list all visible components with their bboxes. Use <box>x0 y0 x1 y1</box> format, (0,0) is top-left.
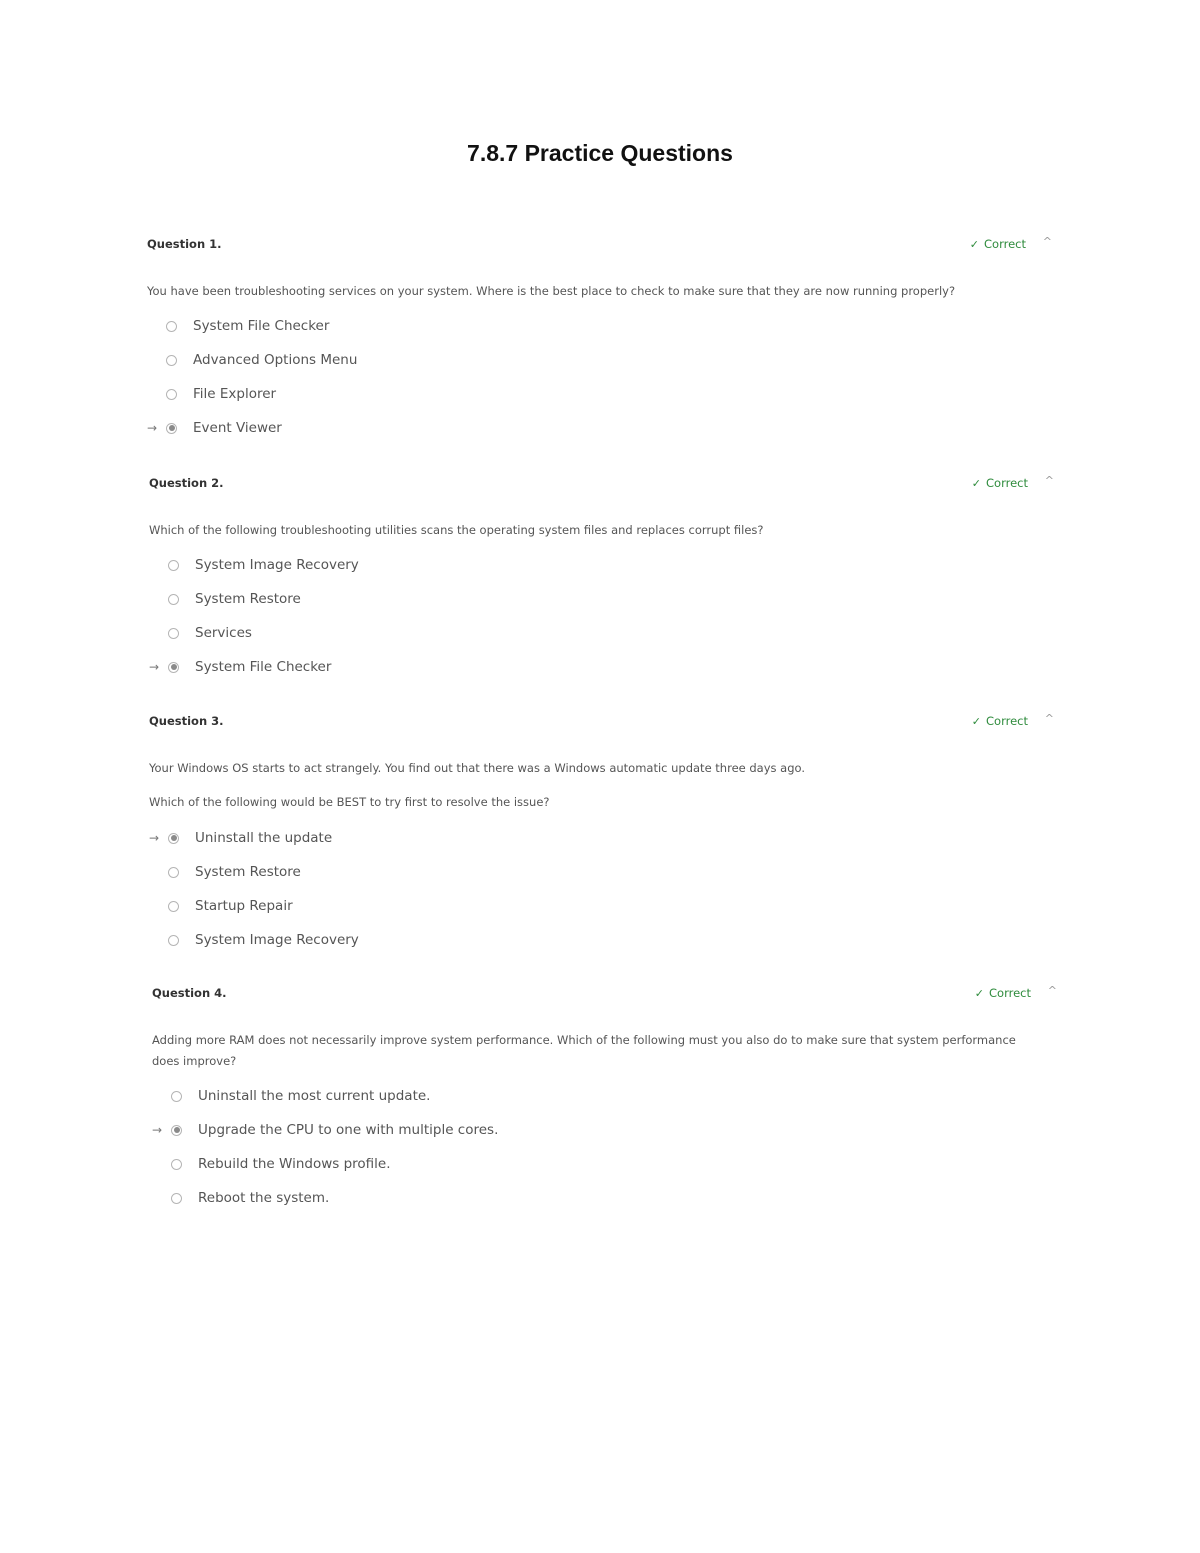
arrow-right-icon: → <box>152 1123 163 1137</box>
option-label: Rebuild the Windows profile. <box>198 1156 391 1172</box>
chevron-up-icon[interactable]: ^ <box>1042 235 1052 248</box>
question-label: Question 1. <box>147 237 222 251</box>
option-label: Advanced Options Menu <box>193 352 358 368</box>
question-header <box>152 986 1057 1006</box>
check-icon: ✓ <box>971 714 982 728</box>
option-2[interactable] <box>152 1119 498 1141</box>
radio-button[interactable] <box>166 389 177 400</box>
radio-button[interactable] <box>166 321 177 332</box>
question-text-line-2: Which of the following would be BEST to try first to resolve the issue? <box>149 795 550 809</box>
status-text: Correct <box>984 237 1026 251</box>
page-title: 7.8.7 Practice Questions <box>467 140 733 166</box>
option-4[interactable] <box>147 417 282 439</box>
radio-button[interactable] <box>168 628 179 639</box>
radio-button-selected[interactable] <box>168 833 179 844</box>
status-badge <box>970 237 1026 251</box>
option-2[interactable] <box>147 349 357 371</box>
question-label: Question 2. <box>149 476 224 490</box>
question-label: Question 3. <box>149 714 224 728</box>
radio-button[interactable] <box>171 1159 182 1170</box>
option-label: Startup Repair <box>195 898 293 914</box>
question-1 <box>147 235 1052 436</box>
option-label: System File Checker <box>193 318 330 334</box>
radio-button[interactable] <box>166 355 177 366</box>
arrow-right-icon: → <box>149 831 160 845</box>
option-2[interactable] <box>149 588 301 610</box>
radio-button[interactable] <box>168 560 179 571</box>
question-label: Question 4. <box>152 986 227 1000</box>
option-1[interactable] <box>147 315 329 337</box>
question-header <box>147 237 1052 257</box>
radio-button[interactable] <box>168 594 179 605</box>
question-text: Which of the following troubleshooting utilities scans the operating system files and replaces corrupt files? <box>149 523 764 537</box>
check-icon: ✓ <box>969 237 980 251</box>
question-2 <box>149 474 1054 675</box>
status-text: Correct <box>989 986 1031 1000</box>
question-header <box>149 714 1054 734</box>
radio-button[interactable] <box>168 867 179 878</box>
arrow-right-icon: → <box>149 660 160 674</box>
question-text: You have been troubleshooting services on your system. Where is the best place to check to make sure that they are now running properly? <box>147 284 956 298</box>
option-1[interactable] <box>149 827 332 849</box>
option-2[interactable] <box>149 861 301 883</box>
radio-button[interactable] <box>168 901 179 912</box>
question-4 <box>152 984 1057 1206</box>
status-text: Correct <box>986 476 1028 490</box>
option-label: System Image Recovery <box>195 932 359 948</box>
option-label: File Explorer <box>193 386 277 402</box>
radio-button-selected[interactable] <box>166 423 177 434</box>
status-badge <box>975 986 1031 1000</box>
option-label: Services <box>195 625 252 641</box>
option-label: System Restore <box>195 591 301 607</box>
radio-button[interactable] <box>171 1193 182 1204</box>
option-3[interactable] <box>149 622 252 644</box>
chevron-up-icon[interactable]: ^ <box>1044 474 1054 487</box>
option-3[interactable] <box>149 895 293 917</box>
option-label: Reboot the system. <box>198 1190 330 1206</box>
question-text: Your Windows OS starts to act strangely. You find out that there was a Windows automatic update three days ago. <box>149 761 806 775</box>
option-label: Uninstall the update <box>195 830 333 846</box>
arrow-right-icon: → <box>147 421 158 435</box>
status-badge <box>972 714 1028 728</box>
chevron-up-icon[interactable]: ^ <box>1044 712 1054 725</box>
status-text: Correct <box>986 714 1028 728</box>
option-label: Upgrade the CPU to one with multiple cores. <box>198 1122 499 1138</box>
option-4[interactable] <box>149 929 359 951</box>
chevron-up-icon[interactable]: ^ <box>1047 984 1057 997</box>
question-3 <box>149 712 1054 948</box>
radio-button[interactable] <box>168 935 179 946</box>
option-3[interactable] <box>147 383 276 405</box>
status-badge <box>972 476 1028 490</box>
option-4[interactable] <box>152 1187 329 1209</box>
option-1[interactable] <box>152 1085 430 1107</box>
question-header <box>149 476 1054 496</box>
option-3[interactable] <box>152 1153 391 1175</box>
radio-button-selected[interactable] <box>171 1125 182 1136</box>
option-label: Uninstall the most current update. <box>198 1088 431 1104</box>
option-label: Event Viewer <box>193 420 282 436</box>
radio-button-selected[interactable] <box>168 662 179 673</box>
radio-button[interactable] <box>171 1091 182 1102</box>
option-4[interactable] <box>149 656 331 678</box>
option-label: System Restore <box>195 864 301 880</box>
check-icon: ✓ <box>971 476 982 490</box>
option-label: System Image Recovery <box>195 557 359 573</box>
option-label: System File Checker <box>195 659 332 675</box>
option-1[interactable] <box>149 554 359 576</box>
check-icon: ✓ <box>974 986 985 1000</box>
question-text: Adding more RAM does not necessarily improve system performance. Which of the following must you also do to make sure that system performance does improve? <box>152 1033 1016 1068</box>
